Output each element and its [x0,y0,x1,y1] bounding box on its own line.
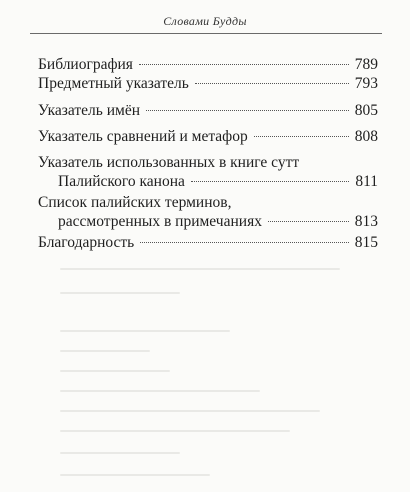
toc-entry-label: Список палийских терминов, [38,194,232,211]
header-divider [30,33,382,34]
toc-entry-page: 815 [354,234,378,251]
toc-entry-suttas-index[interactable] [38,153,378,191]
toc-entry-label: Указатель имён [38,102,140,119]
toc-entry-label: Библиография [38,56,133,73]
toc-entry-pali-terms[interactable] [38,193,378,231]
dot-leader [139,64,349,65]
dot-leader [195,83,349,84]
toc-entry-label: Благодарность [38,234,135,251]
dot-leader [191,181,349,182]
toc-entry-name-index[interactable] [38,101,378,120]
toc-entry-label: Указатель использованных в книге сутт [38,154,300,171]
toc-entry-page: 793 [354,75,378,92]
toc-entry-label-continued: Палийского канона [58,173,185,190]
toc-entry-label: Указатель сравнений и метафор [38,128,248,145]
toc-entry-subject-index[interactable] [38,74,378,93]
toc-entry-page: 805 [354,102,378,119]
dot-leader [268,221,349,222]
toc-entry-page: 808 [354,128,378,145]
running-header-title: Словами Будды [163,14,247,28]
toc-entry-page: 811 [355,173,378,190]
toc-entry-page: 813 [354,213,378,230]
toc-entry-bibliography[interactable] [38,55,378,74]
toc-entry-label-continued: рассмотренных в примечаниях [58,213,262,230]
toc-entry-label: Предметный указатель [38,75,189,92]
dot-leader [254,136,349,137]
dot-leader [140,242,348,243]
toc-entry-similes-index[interactable] [38,127,378,146]
toc-entry-acknowledgements[interactable] [38,233,378,252]
dot-leader [146,110,349,111]
toc-entry-page: 789 [354,56,378,73]
